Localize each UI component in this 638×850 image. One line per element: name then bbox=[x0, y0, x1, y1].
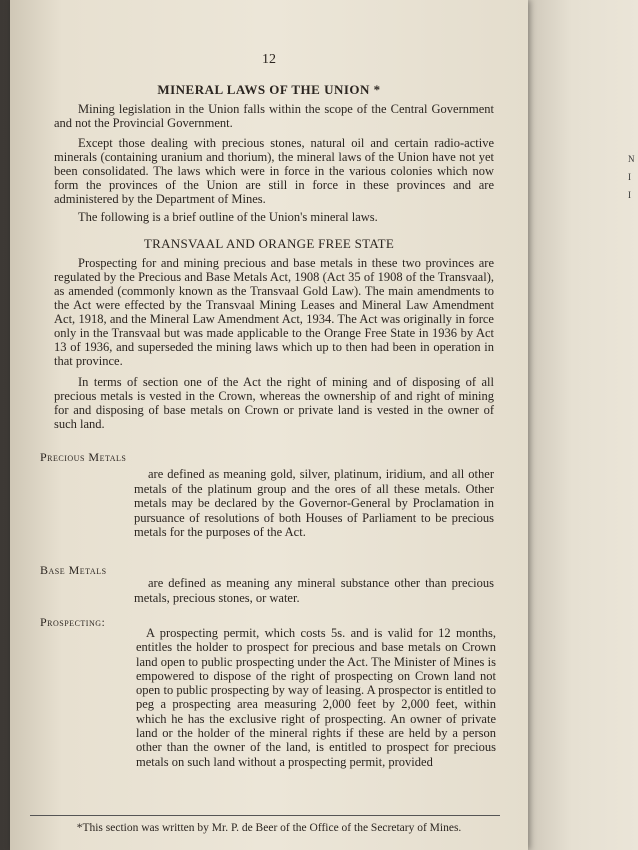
definition-text: are defined as meaning gold, silver, platinum, iridium, and all other metals of the platinum group and the ores of all these metals. Other metals may be declared by the Governor-General by Proclamation in pursuance of resolutions of both Houses of Parliament to be precious metals for the purposes of the Act. bbox=[134, 467, 494, 540]
facing-page-mark: I bbox=[628, 172, 631, 182]
section-heading: TRANSVAAL AND ORANGE FREE STATE bbox=[143, 236, 395, 251]
intro-text bbox=[54, 102, 494, 224]
intro-paragraph: The following is a brief outline of the Union's mineral laws. bbox=[78, 210, 378, 224]
definition-term: Base Metals bbox=[40, 563, 107, 577]
definition-text: are defined as meaning any mineral substance other than precious metals, precious stones, or water. bbox=[134, 576, 494, 605]
intro-paragraph: Mining legislation in the Union falls within the scope of the Central Government and not the Provincial Government. bbox=[54, 102, 494, 130]
footnote-rule bbox=[30, 815, 500, 816]
facing-page bbox=[528, 0, 638, 850]
section-paragraph: Prospecting for and mining precious and base metals in these two provinces are regulated by the Precious and Base Metals Act, 1908 (Act 35 of 1908 of the Transvaal), as amended (commonly known as the Transvaal Gold Law). The main amendments to the Act were effected by the Transvaal Mining Leases and Mineral Law Amendment Act, 1918, and the Mineral Law Amendment Act, 1934. The Act was originally in force only in the Transvaal but was made applicable to the Orange Free State in 1936 by Act 13 of 1936, and superseded the mining laws which up to then had been in operation in that province. bbox=[54, 256, 494, 368]
definition-term: Prospecting: bbox=[40, 615, 106, 629]
definition-text: A prospecting permit, which costs 5s. and is valid for 12 months, entitles the holder to prospect for precious and base metals on Crown land open to public prospecting under the Act. The Minister of Mines is empowered to dispose of the right of prospecting on Crown land not open to public prospecting by way of leasing. A prospector is entitled to peg a prospecting area measuring 2,000 feet by 2,000 feet, within which he has the exclusive right of prospecting. An owner of private land or the holder of the mineral rights if these are held by a person other than the owner of the land, is entitled to prospect for precious metals on such land without a prospecting permit, provided bbox=[136, 626, 496, 769]
definition-term: Precious Metals bbox=[40, 450, 127, 464]
facing-page-text bbox=[628, 150, 638, 204]
footnote: *This section was written by Mr. P. de Beer of the Office of the Secretary of Mines. bbox=[76, 822, 462, 834]
intro-paragraph: Except those dealing with precious stones, natural oil and certain radio-active minerals (containing uranium and thorium), the mineral laws of the Union have not yet been consolidated. The laws which were in force in the various colonies which now form the provinces of the Union are still in force in these provinces and are administered by the Department of Mines. bbox=[54, 136, 494, 206]
facing-page-mark: N bbox=[628, 154, 635, 164]
book-page bbox=[10, 0, 528, 850]
page-number: 12 bbox=[262, 52, 276, 67]
section-paragraph: In terms of section one of the Act the right of mining and of disposing of all precious metals is vested in the Crown, whereas the ownership of and right of mining for and disposing of base metals on Crown or private land is vested in the owner of such land. bbox=[54, 375, 494, 431]
facing-page-mark: I bbox=[628, 190, 631, 200]
page-title: MINERAL LAWS OF THE UNION * bbox=[157, 82, 381, 97]
section-text bbox=[54, 256, 494, 431]
